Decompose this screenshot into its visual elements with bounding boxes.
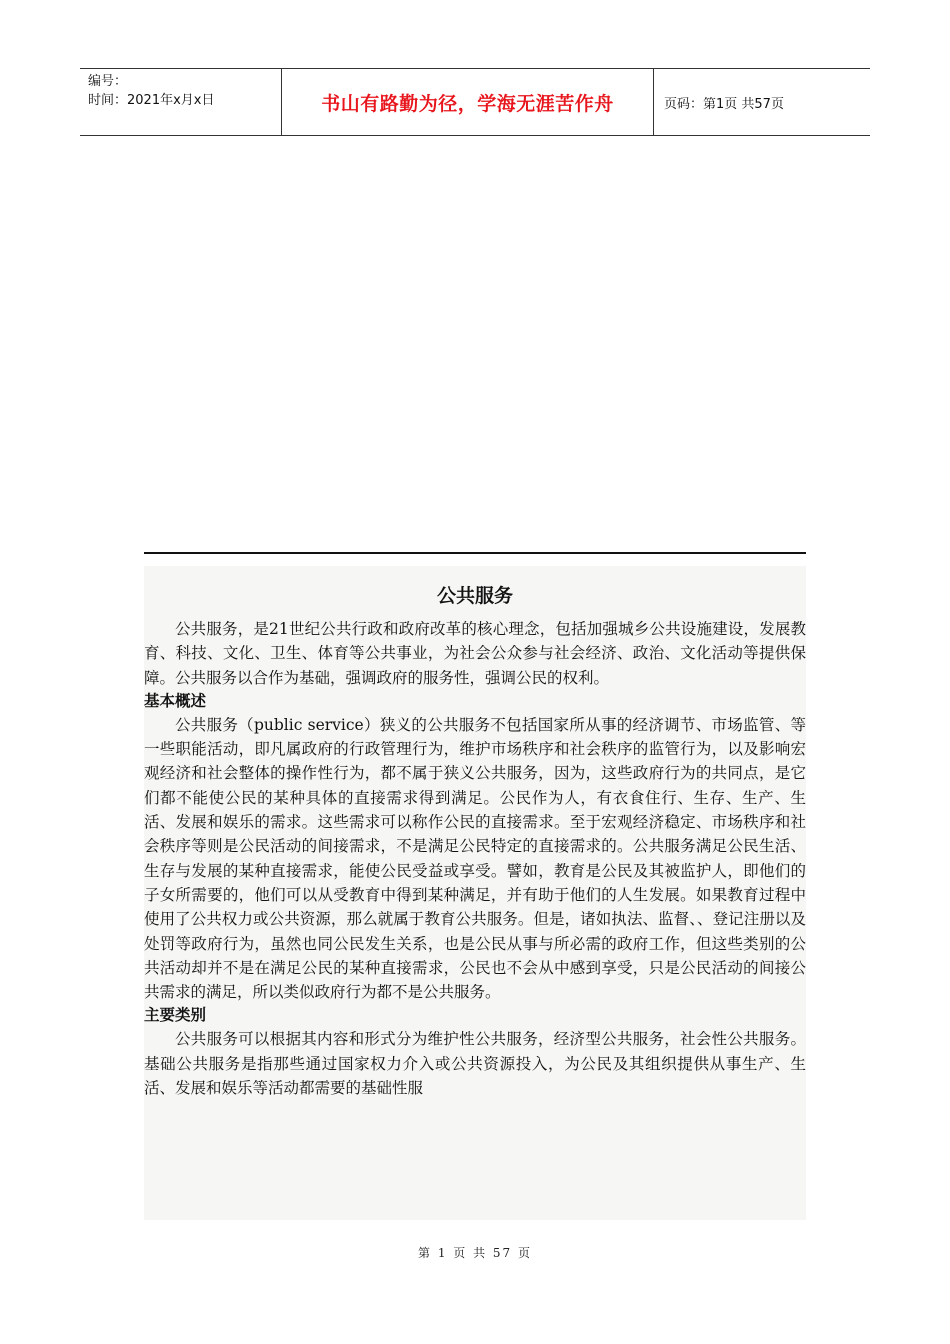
date-label: 时间：2021年x月x日 [88,93,215,108]
header-motto-cell [282,69,654,135]
number-label: 编号： [88,74,128,89]
section-heading-categories: 主要类别 [144,1006,207,1025]
header-left-cell [80,69,282,135]
document-body [144,566,806,1220]
intro-paragraph: 公共服务，是21世纪公共行政和政府改革的核心理念，包括加强城乡公共设施建设，发展教育、科技、文化、卫生、体育等公共事业，为社会公众参与社会经济、政治、文化活动等提供保障。公共服务以合作为基础，强调政府的服务性，强调公民的权利。 [144,620,806,687]
section-divider [144,552,806,554]
page-footer [0,1244,950,1261]
section-body-overview: 公共服务（public service）狭义的公共服务不包括国家所从事的经济调节、市场监管、等一些职能活动，即凡属政府的行政管理行为，维护市场秩序和社会秩序的监管行为，以及影响宏观经济和社会整体的操作性行为，都不属于狭义公共服务，因为，这些政府行为的共同点，是它们都不能使公民的某种具体的直接需求得到满足。公民作为人，有衣食住行、生存、生产、生活、发展和娱乐的需求。这些需求可以称作公民的直接需求。至于宏观经济稳定、市场秩序和社会秩序等则是公民活动的间接需求，不是满足公民特定的直接需求的。公共服务满足公民生活、生存与发展的某种直接需求，能使公民受益或享受。譬如，教育是公民及其被监护人，即他们的子女所需要的，他们可以从受教育中得到某种满足，并有助于他们的人生发展。如果教育过程中使用了公共权力或公共资源，那么就属于教育公共服务。但是，诸如执法、监督、、登记注册以及处罚等政府行为，虽然也同公民发生关系，也是公民从事与所必需的政府工作，但这些类别的公共活动却并不是在满足公民的某种直接需求，公民也不会从中感到享受，只是公民活动的间接公共需求的满足，所以类似政府行为都不是公共服务。 [144,715,806,1002]
section-heading-overview: 基本概述 [144,691,207,710]
motto-text: 书山有路勤为径，学海无涯苦作舟 [321,92,614,115]
section-body-categories: 公共服务可以根据其内容和形式分为维护性公共服务，经济型公共服务，社会性公共服务。基础公共服务是指那些通过国家权力介入或公共资源投入，为公民及其组织提供从事生产、生活、发展和娱乐等活动都需要的基础性服 [144,1030,806,1098]
footer-page-number: 第 1 页 共 57 页 [418,1246,532,1260]
document-title: 公共服务 [436,585,513,607]
header-page-cell [654,69,870,135]
page-info: 页码：第1页 共57页 [664,96,784,112]
header-table [80,68,870,136]
